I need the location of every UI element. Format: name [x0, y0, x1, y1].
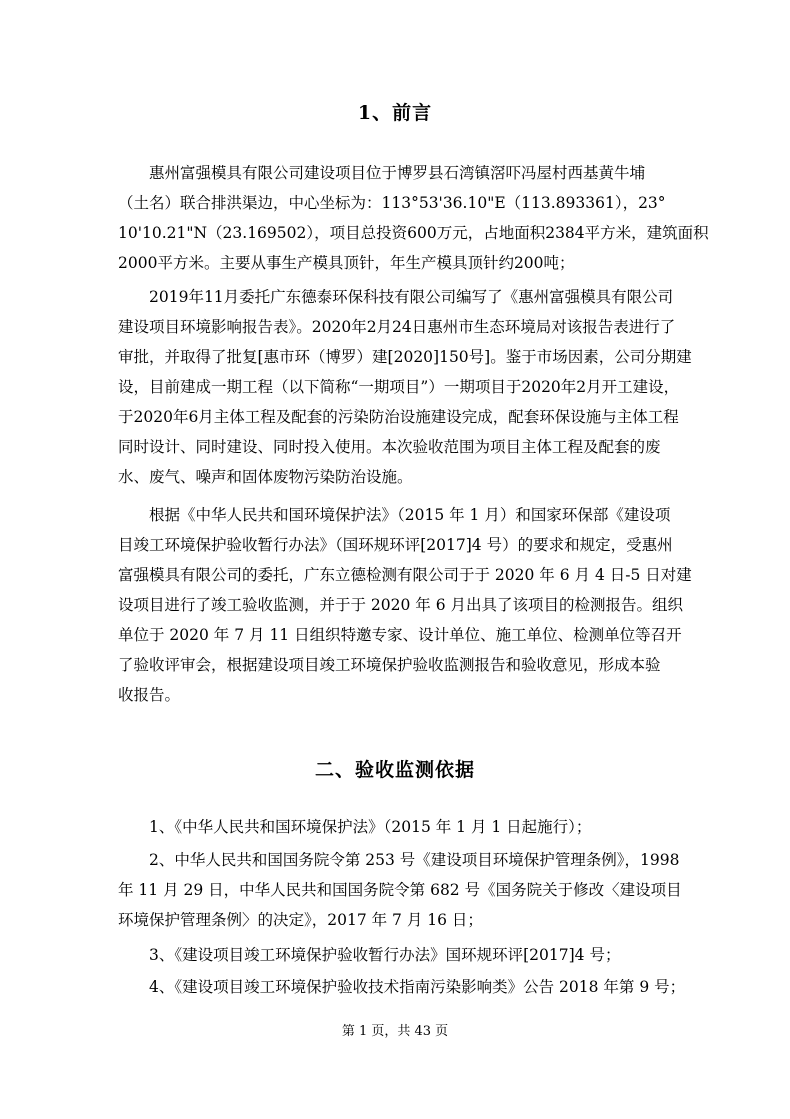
section-2-item-1: [118, 812, 673, 842]
text-line: 2000平方米。主要从事生产模具顶针，年生产模具顶针约200吨；: [118, 254, 575, 272]
section-2-item-3: [118, 940, 673, 970]
text-line: 水、废气、噪声和固体废物污染防治设施。: [118, 468, 413, 486]
text-line: 10'10.21"N（23.169502），项目总投资600万元，占地面积2384平方米，建筑面积: [118, 224, 709, 242]
text-line: 设，目前建成一期工程（以下简称“一期项目”）一期项目于2020年2月开工建设，: [118, 378, 680, 396]
section-1-paragraph-2: [118, 282, 692, 492]
section-1-title: 1、前言: [357, 102, 433, 124]
text-line: 设项目进行了竣工验收监测，并于于 2020 年 6 月出具了该项目的检测报告。组织: [118, 596, 684, 614]
page-footer: 第 1 页，共 43 页: [341, 1024, 449, 1039]
text-line: 3、《建设项目竣工环境保护验收暂行办法》国环规环评[2017]4 号；: [118, 946, 621, 964]
text-line: 收报告。: [118, 686, 181, 704]
section-1-paragraph-3: [118, 500, 692, 710]
text-line: 目竣工环境保护验收暂行办法》（国环规环评[2017]4 号）的要求和规定，受惠州: [118, 536, 673, 554]
text-line: 惠州富强模具有限公司建设项目位于博罗县石湾镇滘吓冯屋村西基黄牛埔: [118, 164, 646, 182]
text-line: 2019年11月委托广东德泰环保科技有限公司编写了《惠州富强模具有限公司: [118, 288, 674, 306]
text-line: 环境保护管理条例〉的决定》，2017 年 7 月 16 日；: [118, 911, 483, 929]
section-1-paragraph-1: [118, 158, 709, 278]
text-line: 根据《中华人民共和国环境保护法》（2015 年 1 月）和国家环保部《建设项: [118, 506, 671, 524]
section-2-title: 二、验收监测依据: [314, 759, 475, 781]
text-line: 单位于 2020 年 7 月 11 日组织特邀专家、设计单位、施工单位、检测单位等召开: [118, 626, 682, 644]
text-line: 审批，并取得了批复[惠市环（博罗）建[2020]150号]。鉴于市场因素，公司分期建: [118, 348, 692, 366]
text-line: 了验收评审会，根据建设项目竣工环境保护验收监测报告和验收意见，形成本验: [118, 656, 661, 674]
text-line: （土名）联合排洪渠边，中心坐标为：113°53'36.10"E（113.893361），23°: [118, 194, 666, 212]
section-2-item-4: [118, 972, 686, 1002]
text-line: 同时设计、同时建设、同时投入使用。本次验收范围为项目主体工程及配套的废: [118, 438, 661, 456]
text-line: 于2020年6月主体工程及配套的污染防治设施建设完成，配套环保设施与主体工程: [118, 408, 679, 426]
text-line: 富强模具有限公司的委托，广东立德检测有限公司于于 2020 年 6 月 4 日-5 日对建: [118, 566, 692, 584]
text-line: 年 11 月 29 日，中华人民共和国国务院令第 682 号《国务院关于修改〈建设项目: [118, 881, 682, 899]
text-line: 1、《中华人民共和国环境保护法》（2015 年 1 月 1 日起施行）；: [118, 818, 592, 836]
section-2-item-2: [118, 845, 682, 935]
text-line: 2、中华人民共和国国务院令第 253 号《建设项目环境保护管理条例》，1998: [118, 851, 680, 869]
text-line: 建设项目环境影响报告表》。2020年2月24日惠州市生态环境局对该报告表进行了: [118, 318, 676, 336]
text-line: 4、《建设项目竣工环境保护验收技术指南污染影响类》公告 2018 年第 9 号；: [118, 978, 686, 996]
